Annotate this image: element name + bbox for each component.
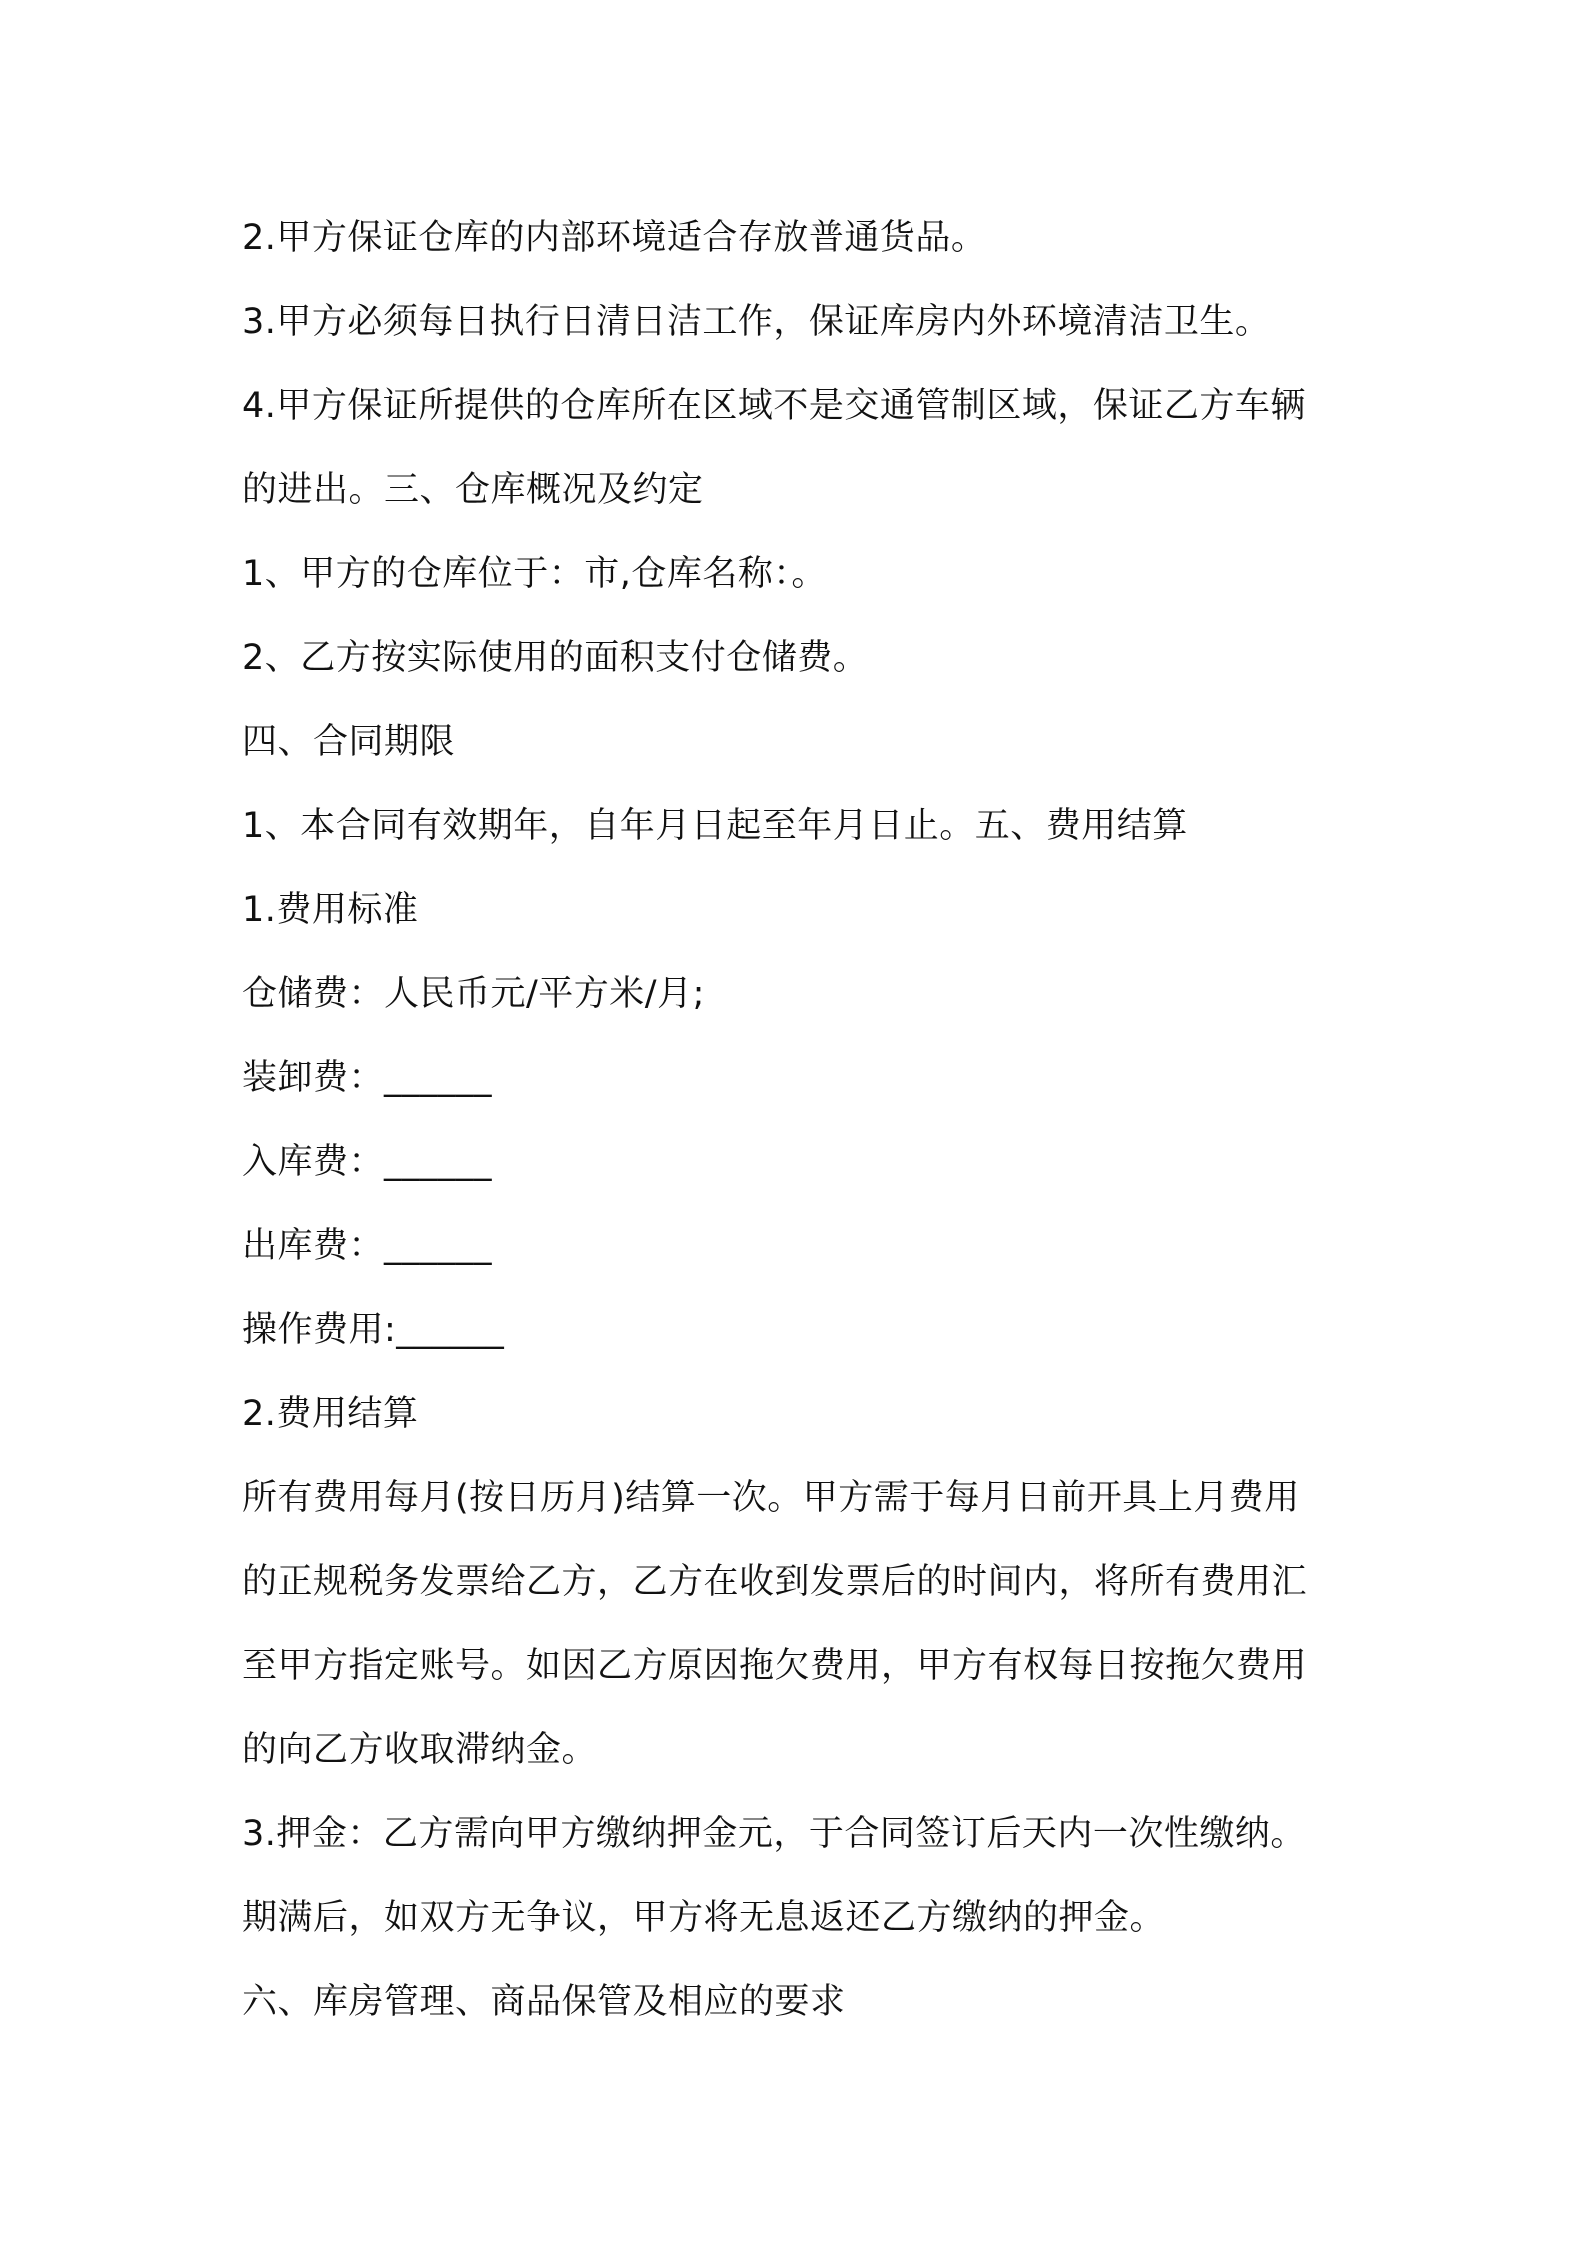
storage-fee: 仓储费：人民币元/平方米/月;: [242, 974, 705, 1014]
document-page: [242, 196, 1362, 2044]
handling-fee: 装卸费：______: [242, 1058, 493, 1098]
clause-2-environment: 2.甲方保证仓库的内部环境适合存放普通货品。: [242, 218, 987, 258]
section-heading-term: 四、合同期限: [242, 722, 456, 762]
fee-standard-heading: 1.费用标准: [242, 890, 419, 930]
outbound-fee: 出库费：______: [242, 1226, 493, 1266]
inbound-fee: 入库费：______: [242, 1142, 493, 1182]
operation-fee: 操作费用:______: [242, 1310, 505, 1350]
fee-settlement-heading: 2.费用结算: [242, 1394, 419, 1434]
storage-fee-basis: 2、乙方按实际使用的面积支付仓储费。: [242, 638, 869, 678]
settlement-para-4: 的向乙方收取滞纳金。: [242, 1730, 598, 1770]
clause-4-traffic: 4.甲方保证所提供的仓库所在区域不是交通管制区域，保证乙方车辆: [242, 386, 1306, 426]
settlement-para-2: 的正规税务发票给乙方，乙方在收到发票后的时间内，将所有费用汇: [242, 1562, 1308, 1602]
deposit-para-1: 3.押金：乙方需向甲方缴纳押金元，于合同签订后天内一次性缴纳。: [242, 1814, 1306, 1854]
clause-4-traffic-cont: 的进出。三、仓库概况及约定: [242, 470, 704, 510]
clause-3-cleaning: 3.甲方必须每日执行日清日洁工作，保证库房内外环境清洁卫生。: [242, 302, 1271, 342]
contract-term: 1、本合同有效期年，自年月日起至年月日止。五、费用结算: [242, 806, 1188, 846]
deposit-para-2: 期满后，如双方无争议，甲方将无息返还乙方缴纳的押金。: [242, 1898, 1166, 1938]
settlement-para-3: 至甲方指定账号。如因乙方原因拖欠费用，甲方有权每日按拖欠费用: [242, 1646, 1308, 1686]
settlement-para-1: 所有费用每月(按日历月)结算一次。甲方需于每月日前开具上月费用: [242, 1478, 1300, 1518]
section-heading-management: 六、库房管理、商品保管及相应的要求: [242, 1982, 846, 2022]
warehouse-location: 1、甲方的仓库位于：市,仓库名称：。: [242, 554, 827, 594]
